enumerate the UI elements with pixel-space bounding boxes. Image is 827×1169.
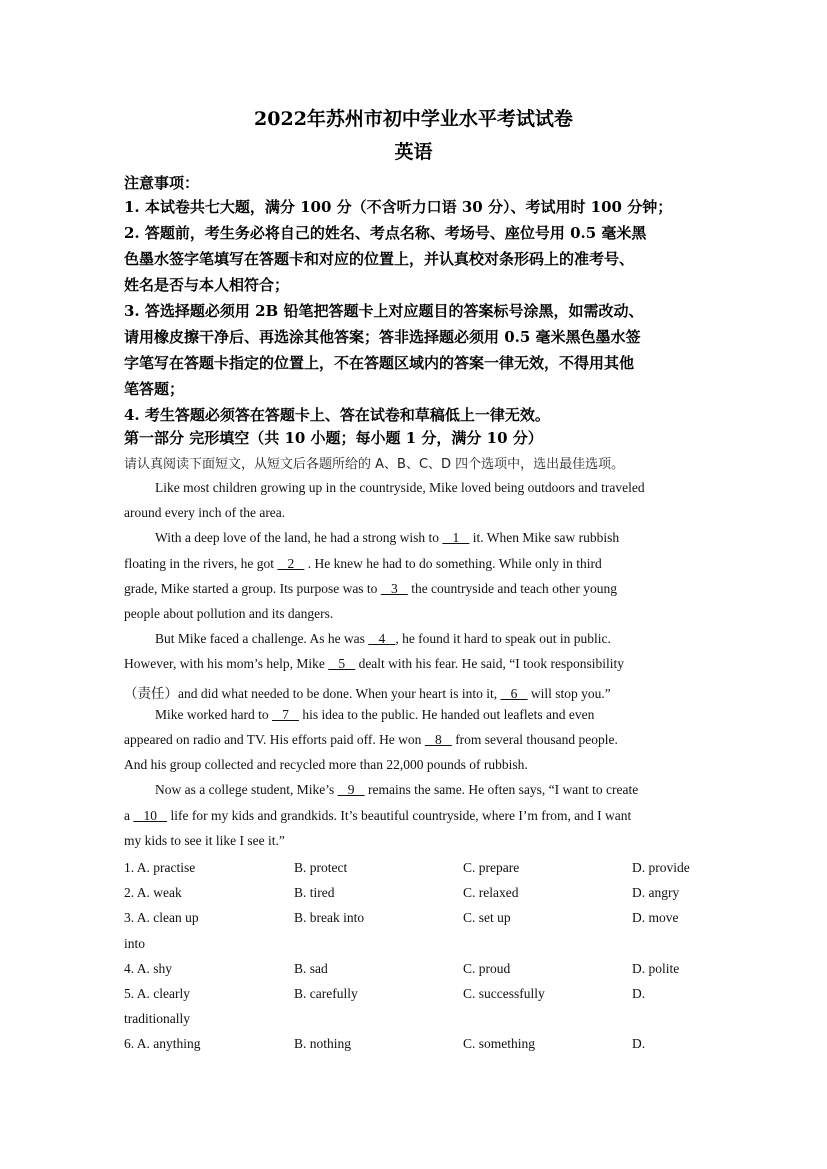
- passage-text: from several thousand people.: [451, 732, 618, 747]
- option-cell: B. sad: [294, 960, 328, 976]
- passage-text: floating in the rivers, he got: [124, 555, 278, 571]
- passage-text: Like most children growing up in the countryside, Mike loved being outdoors and traveled: [155, 480, 645, 495]
- passage-text: And his group collected and recycled more than 22,000 pounds of rubbish.: [124, 757, 528, 773]
- passage-text: . He knew he had to do something. While only in third: [304, 555, 602, 571]
- notice-line: 3. 答选择题必须用 2B 铅笔把答题卡上对应题目的答案标号涂黑，如需改动、: [124, 302, 644, 320]
- passage-text: will stop you.”: [527, 685, 611, 701]
- answer-blank: 9: [337, 782, 365, 798]
- option-cell: D. move: [632, 910, 679, 926]
- passage-text: remains the same. He often says, “I want to create: [364, 782, 639, 798]
- passage-text: his idea to the public. He handed out leaflets and even: [298, 706, 595, 722]
- option-cell: C. successfully: [463, 986, 545, 1001]
- option-cell: traditionally: [124, 1011, 190, 1027]
- answer-blank: 10: [133, 807, 168, 823]
- passage-text: grade, Mike started a group. Its purpose was to: [124, 580, 381, 596]
- option-cell: 4. A. shy: [124, 960, 173, 976]
- passage-line: [124, 581, 704, 597]
- passage-text: my kids to see it like I see it.”: [124, 832, 285, 848]
- passage-line: [124, 682, 704, 702]
- notice-line: 1. 本试卷共七大题，满分 100 分（不含听力口语 30 分）、考试用时 100 分钟；: [124, 198, 673, 216]
- passage-text: With a deep love of the land, he had a strong wish to: [155, 530, 443, 546]
- answer-blank: 8: [424, 732, 452, 747]
- passage-text: Now as a college student, Mike’s: [155, 782, 338, 798]
- option-cell: B. protect: [294, 860, 348, 875]
- answer-blank: 5: [328, 656, 356, 672]
- notice-line: 字笔写在答题卡指定的位置上，不在答题区域内的答案一律无效，不得用其他: [124, 354, 635, 372]
- option-cell: D. polite: [632, 960, 680, 976]
- passage-text: However, with his mom’s help, Mike: [124, 656, 329, 672]
- passage-text: people about pollution and its dangers.: [124, 606, 334, 621]
- option-cell: D.: [632, 986, 646, 1001]
- option-cell: 5. A. clearly: [124, 986, 190, 1001]
- option-cell: C. something: [463, 1036, 536, 1052]
- passage-text: , he found it hard to speak out in public.: [395, 631, 611, 647]
- passage-line: [155, 480, 735, 496]
- answer-blank: 4: [368, 631, 396, 647]
- option-cell: 2. A. weak: [124, 885, 182, 901]
- option-cell: 3. A. clean up: [124, 910, 199, 926]
- passage-line: [124, 808, 704, 824]
- notice-line: 请用橡皮擦干净后、再选涂其他答案；答非选择题必须用 0.5 毫米黑色墨水签: [124, 328, 641, 346]
- passage-text: the countryside and teach other young: [407, 580, 617, 596]
- option-cell: B. tired: [294, 885, 335, 901]
- option-cell: C. relaxed: [463, 885, 519, 901]
- option-cell: C. proud: [463, 960, 511, 976]
- section-instruction: 请认真阅读下面短文，从短文后各题所给的 A、B、C、D 四个选项中，选出最佳选项。: [124, 457, 625, 472]
- passage-line: [155, 631, 735, 647]
- passage-line: [124, 556, 704, 572]
- passage-line: [124, 732, 704, 748]
- answer-blank: 7: [271, 706, 299, 722]
- notice-line: 2. 答题前，考生务必将自己的姓名、考点名称、考场号、座位号用 0.5 毫米黑: [124, 224, 647, 242]
- answer-blank: 1: [442, 530, 470, 546]
- notice-line: 姓名是否与本人相符合；: [124, 276, 290, 294]
- passage-text: （责任）and did what needed to be done. When your heart is into it,: [124, 685, 501, 701]
- passage-text: life for my kids and grandkids. It’s beautiful countryside, where I’m from, and I want: [167, 807, 632, 823]
- passage-line: [155, 530, 735, 546]
- answer-blank: 6: [500, 685, 528, 701]
- passage-line: [155, 782, 735, 798]
- passage-line: [124, 505, 704, 521]
- passage-line: [124, 833, 704, 849]
- passage-text: Mike worked hard to: [155, 706, 272, 722]
- option-cell: B. nothing: [294, 1036, 352, 1052]
- notice-line: 色墨水签字笔填写在答题卡和对应的位置上，并认真校对条形码上的准考号、: [124, 250, 635, 268]
- passage-line: [124, 757, 704, 773]
- option-cell: C. set up: [463, 910, 511, 926]
- exam-title: 2022年苏州市初中学业水平考试试卷: [254, 108, 573, 130]
- option-cell: 6. A. anything: [124, 1036, 201, 1052]
- passage-text: around every inch of the area.: [124, 505, 286, 521]
- section-title: 第一部分 完形填空（共 10 小题；每小题 1 分，满分 10 分）: [124, 429, 543, 447]
- answer-blank: 3: [380, 580, 408, 596]
- option-cell: C. prepare: [463, 860, 520, 875]
- passage-text: it. When Mike saw rubbish: [469, 530, 620, 546]
- passage-line: [124, 606, 704, 622]
- notice-line: 4. 考生答题必须答在答题卡上、答在试卷和草稿低上一律无效。: [124, 406, 550, 424]
- passage-text: dealt with his fear. He said, “I took responsibility: [355, 656, 625, 672]
- passage-text: appeared on radio and TV. His efforts paid off. He won: [124, 732, 425, 747]
- option-cell: D.: [632, 1036, 646, 1052]
- answer-blank: 2: [277, 555, 305, 571]
- passage-line: [124, 656, 704, 672]
- passage-text: But Mike faced a challenge. As he was: [155, 631, 369, 647]
- option-cell: into: [124, 935, 146, 951]
- passage-line: [155, 707, 735, 723]
- subject-title: 英语: [394, 141, 433, 163]
- option-cell: D. angry: [632, 885, 680, 901]
- option-cell: B. carefully: [294, 986, 358, 1001]
- option-cell: B. break into: [294, 910, 365, 926]
- notice-line: 笔答题；: [124, 380, 185, 398]
- passage-text: a: [124, 807, 134, 823]
- option-cell: 1. A. practise: [124, 860, 196, 875]
- notice-heading: 注意事项：: [124, 174, 200, 192]
- option-cell: D. provide: [632, 860, 690, 875]
